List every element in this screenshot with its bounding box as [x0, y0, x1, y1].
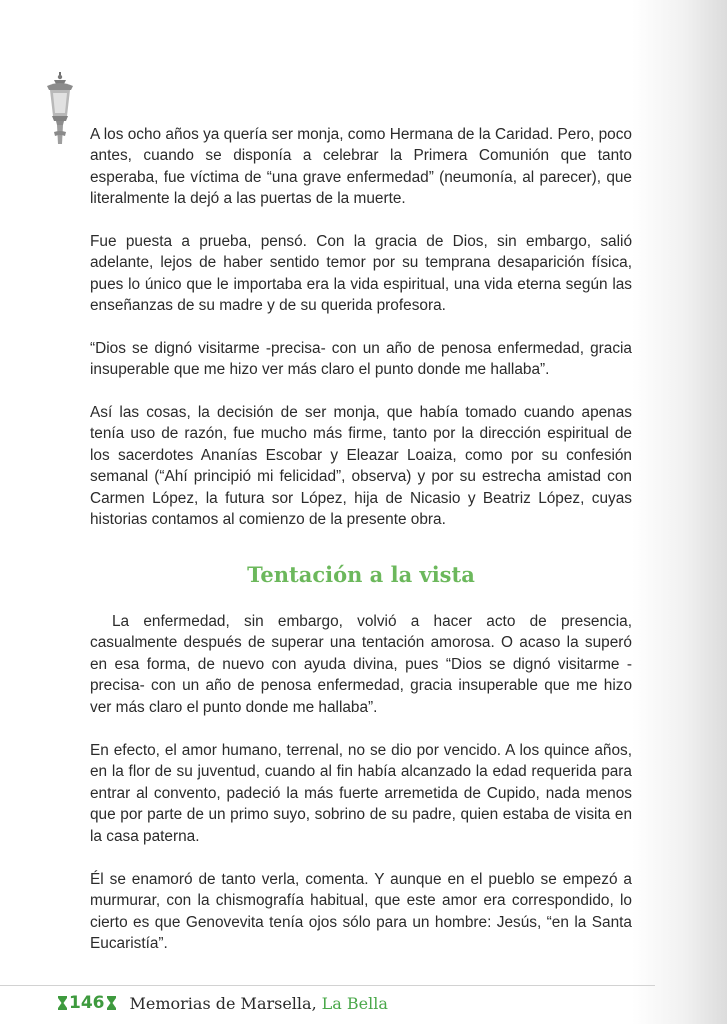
page-footer — [56, 990, 388, 1016]
section-paragraph-2: En efecto, el amor humano, terrenal, no se dio por vencido. A los quince años, en la flor de su juventud, cuando al fin había alcanzado la edad requerida para entrar al convento, padeció la más fuerte arremetida de Cupido, nada menos que por parte de un primo suyo, sobrino de su padre, quien estaba de visita en la casa paterna. — [90, 742, 632, 845]
book-subtitle: La Bella — [321, 993, 388, 1013]
paragraph-1: A los ocho años ya quería ser monja, como Hermana de la Caridad. Pero, poco antes, cuando se disponía a celebrar la Primera Comunión que tanto esperaba, fue víctima de “una grave enfermedad” (neumonía, al parecer), que literalmente la dejó a las puertas de la muerte. — [90, 126, 632, 208]
paragraph-2: Fue puesta a prueba, pensó. Con la gracia de Dios, sin embargo, salió adelante, lejos de haber sentido temor por su temprana desaparición física, pues lo único que le importaba era la vida espiritual, una vida eterna según las enseñanzas de su madre y de su querida profesora. — [90, 233, 632, 315]
paragraph-4: Así las cosas, la decisión de ser monja, que había tomado cuando apenas tenía uso de razón, fue mucho más firme, tanto por la dirección espiritual de los sacerdotes Ananías Escobar y Eleazar Loaiza, como por su confesión semanal (“Ahí principió mi felicidad”, observa) y por su estrecha amistad con Carmen López, la futura sor López, hija de Nicasio y Beatriz López, cuyas historias contamos al comienzo de la presente obra. — [90, 404, 632, 529]
page-edge-shadow — [632, 0, 727, 1024]
hourglass-ornament-icon — [58, 996, 67, 1010]
footer-divider — [0, 985, 655, 986]
paragraph-3: “Dios se dignó visitarme -precisa- con un año de penosa enfermedad, gracia insuperable que me hizo ver más claro el punto donde me hallaba”. — [90, 340, 632, 379]
hourglass-ornament-icon — [107, 996, 116, 1010]
street-lamp-icon — [40, 72, 80, 152]
section-paragraph-1: La enfermedad, sin embargo, volvió a hacer acto de presencia, casualmente después de superar una tentación amorosa. O acaso la superó en esa forma, de nuevo con ayuda divina, pues “Dios se dignó visitarme -precisa- con un año de penosa enfermedad, gracia insuperable que me hizo ver más claro el punto donde me hallaba”. — [90, 613, 632, 716]
page-number-group — [56, 993, 118, 1013]
book-title: Memorias de Marsella, — [129, 993, 317, 1013]
section-heading: Tentación a la vista — [247, 562, 475, 587]
section-paragraph-3: Él se enamoró de tanto verla, comenta. Y aunque en el pueblo se empezó a murmurar, con la chismografía habitual, que este amor era correspondido, lo cierto es que Genovevita tenía ojos sólo para un hombre: Jesús, “en la Santa Eucaristía”. — [90, 871, 632, 953]
page-number: 146 — [69, 993, 105, 1013]
